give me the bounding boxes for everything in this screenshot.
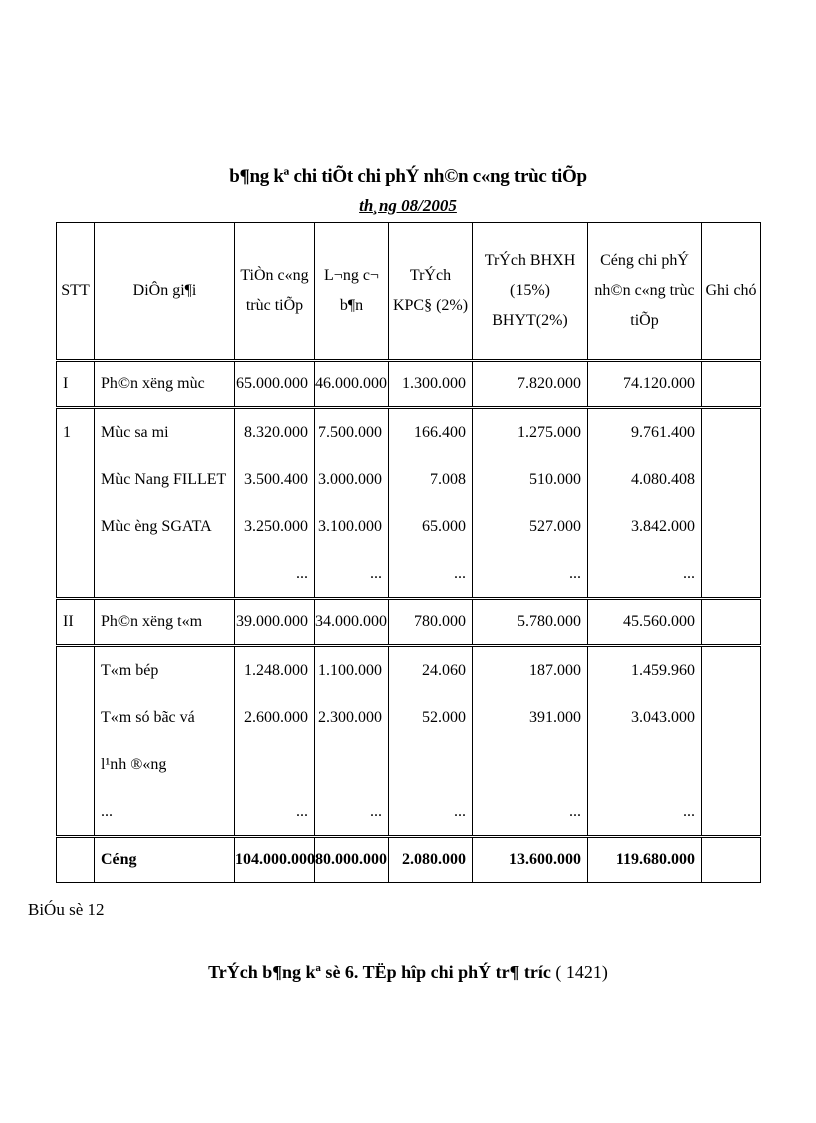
footnote: BiÓu sè 12 [28,900,105,919]
cell-bhxh: 7.820.000 [473,361,588,408]
cell-cong: 74.120.000 [588,361,702,408]
total-kpcd: 2.080.000 [389,837,473,883]
cell-stt [57,646,95,837]
table-row [57,646,761,837]
cell-tien-cong: 39.000.000 [235,599,315,646]
cell-ghi-chu [702,361,761,408]
total-cong: 119.680.000 [588,837,702,883]
cell-stt: II [57,599,95,646]
header-cong-chi-phi: Céng chi phÝ nh©n c«ng trùc tiÕp [588,223,702,361]
header-row [57,223,761,361]
table-title: b¶ng kª chi tiÕt chi phÝ nh©n c«ng trùc tiÕp [229,166,587,187]
cell-ghi-chu [702,599,761,646]
bottom-title: TrÝch b¶ng kª sè 6. TËp hîp chi phÝ tr¶ tríc ( 1421) [208,962,608,982]
account-code: ( 1421) [555,962,608,982]
total-bhxh: 13.600.000 [473,837,588,883]
total-label: Céng [95,837,235,883]
cell-ghi-chu [702,646,761,837]
cell-stt: 1 [57,408,95,599]
cell-luong: 1.100.000 2.300.000 ... [315,646,389,837]
cell-cong: 45.560.000 [588,599,702,646]
total-tien-cong: 104.000.000 [235,837,315,883]
table-subtitle: th¸ng 08/2005 [359,196,457,215]
cell-bhxh: 5.780.000 [473,599,588,646]
table-row [57,599,761,646]
cell-ghi-chu [702,408,761,599]
header-luong-co-ban: L¬ng c¬ b¶n [315,223,389,361]
cell-stt: I [57,361,95,408]
cell-cong: 9.761.400 4.080.408 3.842.000 ... [588,408,702,599]
cell-dien-giai: Mùc sa mi Mùc Nang FILLET Mùc èng SGATA [95,408,235,599]
cell-dien-giai: Ph©n xëng t«m [95,599,235,646]
cell-stt [57,837,95,883]
cell-kpcd: 1.300.000 [389,361,473,408]
cell-kpcd: 24.060 52.000 ... [389,646,473,837]
header-ghi-chu: Ghi chó [702,223,761,361]
cell-tien-cong: 65.000.000 [235,361,315,408]
cell-cong: 1.459.960 3.043.000 ... [588,646,702,837]
cost-table [56,222,761,883]
cell-dien-giai: Ph©n xëng mùc [95,361,235,408]
cell-luong: 46.000.000 [315,361,389,408]
header-dien-giai: DiÔn gi¶i [95,223,235,361]
total-row [57,837,761,883]
header-stt: STT [57,223,95,361]
header-tien-cong: TiÒn c«ng trùc tiÕp [235,223,315,361]
cell-bhxh: 1.275.000 510.000 527.000 ... [473,408,588,599]
cell-kpcd: 780.000 [389,599,473,646]
total-luong: 80.000.000 [315,837,389,883]
table-row [57,408,761,599]
cell-bhxh: 187.000 391.000 ... [473,646,588,837]
cell-kpcd: 166.400 7.008 65.000 ... [389,408,473,599]
cell-ghi-chu [702,837,761,883]
header-bhxh: TrÝch BHXH (15%) BHYT(2%) [473,223,588,361]
table-row [57,361,761,408]
header-kpcd: TrÝch KPC§ (2%) [389,223,473,361]
cell-luong: 34.000.000 [315,599,389,646]
cell-dien-giai: T«m bép T«m só bãc vá l¹nh ®«ng ... [95,646,235,837]
cell-luong: 7.500.000 3.000.000 3.100.000 ... [315,408,389,599]
cell-tien-cong: 1.248.000 2.600.000 ... [235,646,315,837]
cell-tien-cong: 8.320.000 3.500.400 3.250.000 ... [235,408,315,599]
